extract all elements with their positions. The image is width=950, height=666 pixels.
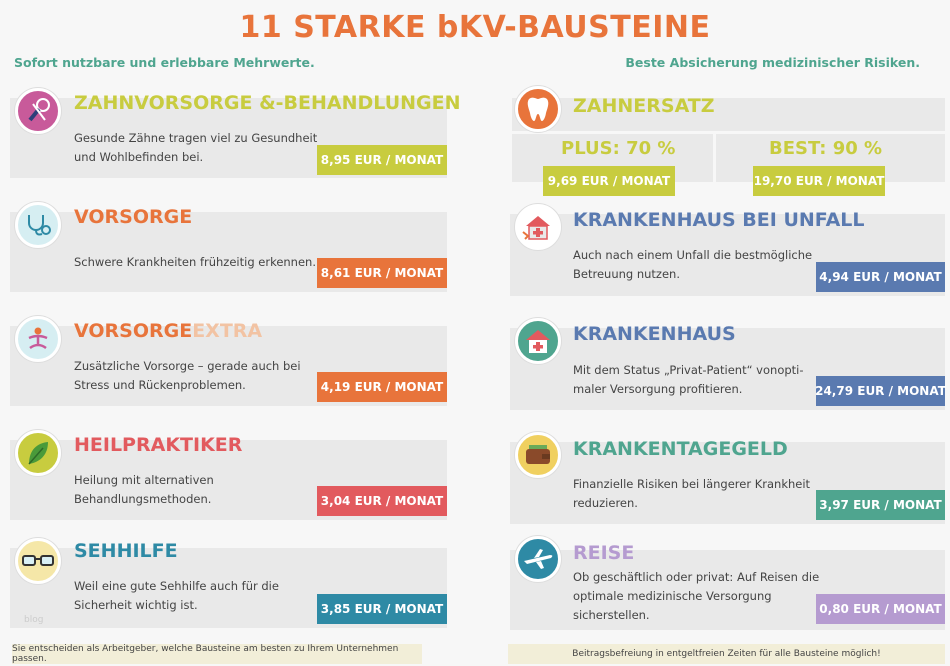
card-desc: und Wohlbefinden bei. [74,150,204,164]
watermark: blog [24,615,44,625]
page-title: 11 STARKE bKV-BAUSTEINE [239,10,711,45]
price-badge: 24,79 EUR / MONAT [816,376,945,406]
leaf-icon [15,430,61,476]
wallet-icon [515,432,561,478]
price-badge: 3,04 EUR / MONAT [317,486,447,516]
card-title: VORSORGE [74,206,193,228]
card-title-extra: EXTRA [192,320,263,342]
footer-left: Sie entscheiden als Arbeitgeber, welche Bausteine am besten zu Ihrem Unternehmen passen. [12,644,422,664]
card-desc: Zusätzliche Vorsorge – gerade auch bei [74,359,301,373]
card-title: SEHHILFE [74,540,178,562]
price-badge: 3,97 EUR / MONAT [816,490,945,520]
card-title: KRANKENTAGEGELD [573,438,788,460]
plus-label: PLUS: 70 % [561,138,676,159]
price-badge: 3,85 EUR / MONAT [317,594,447,624]
stethoscope-icon [15,202,61,248]
card-desc: Betreuung nutzen. [573,267,680,281]
airplane-icon [515,536,561,582]
card-desc: Ob geschäftlich oder privat: Auf Reisen die [573,570,820,584]
card-desc: Weil eine gute Sehhilfe auch für die [74,579,279,593]
price-badge: 8,95 EUR / MONAT [317,145,447,175]
card-desc: Stress und Rückenproblemen. [74,378,246,392]
price-badge-best: 19,70 EUR / MONAT [753,166,885,196]
card-title: ZAHNVORSORGE &-BEHANDLUNGEN [74,92,461,114]
card-title: KRANKENHAUS BEI UNFALL [573,209,865,231]
card-desc: Behandlungsmethoden. [74,492,212,506]
card-title: HEILPRAKTIKER [74,434,243,456]
card-desc: Mit dem Status „Privat-Patient“ vonopti- [573,363,804,377]
card-desc: Auch nach einem Unfall die bestmögliche [573,248,813,262]
card-desc: Schwere Krankheiten frühzeitig erkennen. [74,255,316,269]
card-desc: Sicherheit wichtig ist. [74,598,198,612]
tooth-icon [515,86,561,132]
card-desc: Gesunde Zähne tragen viel zu Gesundheit [74,131,318,145]
card-desc: sicherstellen. [573,608,650,622]
card-desc: reduzieren. [573,496,638,510]
card-title: REISE [573,542,635,564]
toothbrush-icon [15,88,61,134]
hospital-icon [515,318,561,364]
card-title: ZAHNERSATZ [573,95,715,117]
card-desc: Heilung mit alternativen [74,473,214,487]
hospital-accident-icon [515,204,561,250]
yoga-icon [15,316,61,362]
price-badge: 0,80 EUR / MONAT [816,594,945,624]
card-desc: optimale medizinische Versorgung [573,589,772,603]
card-desc: maler Versorgung profitieren. [573,382,743,396]
card-title-main: VORSORGE [74,320,193,342]
card-title [74,320,262,342]
subtitle-left: Sofort nutzbare und erlebbare Mehrwerte. [14,55,315,70]
best-label: BEST: 90 % [769,138,883,159]
subtitle-right: Beste Absicherung medizinischer Risiken. [625,55,920,70]
glasses-icon [15,538,61,584]
card-title: KRANKENHAUS [573,323,736,345]
price-badge-plus: 9,69 EUR / MONAT [543,166,675,196]
footer-right: Beitragsbefreiung in entgeltfreien Zeiten für alle Bausteine möglich! [508,644,945,664]
card-desc: Finanzielle Risiken bei längerer Krankheit [573,477,811,491]
price-badge: 4,19 EUR / MONAT [317,372,447,402]
price-badge: 4,94 EUR / MONAT [816,262,945,292]
price-badge: 8,61 EUR / MONAT [317,258,447,288]
